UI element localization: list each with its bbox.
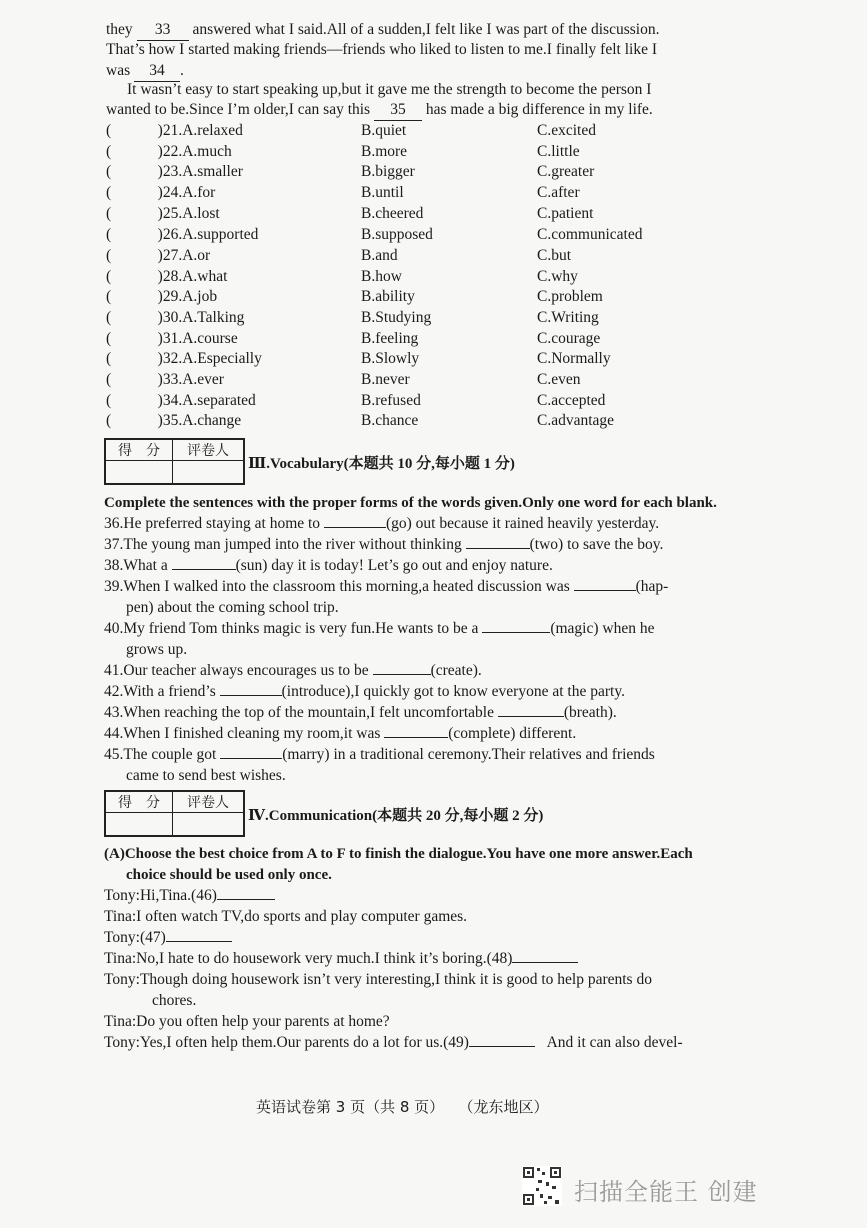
question-40: 40.My friend Tom thinks magic is very fun.He wants to be a (magic) when he <box>104 620 655 637</box>
dialogue-line-46: Tony:Hi,Tina.(46) <box>104 886 275 906</box>
choice-23-option-c[interactable]: C.greater <box>537 163 595 180</box>
question-38: 38.What a (sun) day it is today! Let’s go out and enjoy nature. <box>104 557 553 574</box>
dialogue-line-2: Tina:I often watch TV,do sports and play computer games. <box>104 908 468 925</box>
answer-blank-49[interactable] <box>469 1046 535 1047</box>
page-footer <box>256 1096 549 1117</box>
choice-26-option-c[interactable]: C.communicated <box>537 226 643 243</box>
choice-23-option-b[interactable]: B.bigger <box>361 163 415 180</box>
page-number: 英语试卷第 3 页（共 8 页） <box>256 1098 445 1116</box>
choice-31-option-c[interactable]: C.courage <box>537 330 601 347</box>
question-41: 41.Our teacher always encourages us to be (create). <box>104 662 482 679</box>
choice-28-option-b[interactable]: B.how <box>361 268 402 285</box>
question-39: 39.When I walked into the classroom this morning,a heated discussion was (hap- <box>104 578 669 595</box>
passage-line-2: That’s how I started making friends—friends who liked to listen to me.I finally felt like I <box>106 41 657 58</box>
question-42: 42.With a friend’s (introduce),I quickly got to know everyone at the party. <box>104 683 625 700</box>
blank-33: 33 <box>137 20 189 41</box>
answer-blank-47[interactable] <box>166 941 232 942</box>
choice-21-option-b[interactable]: B.quiet <box>361 122 407 139</box>
choice-27-option-b[interactable]: B.and <box>361 247 398 264</box>
answer-blank-36[interactable] <box>324 527 386 528</box>
score-cell[interactable] <box>106 813 173 836</box>
grader-cell[interactable] <box>173 461 244 484</box>
answer-blank-44[interactable] <box>384 737 448 738</box>
choice-31-option-a[interactable]: ( )31.A.course <box>106 330 238 347</box>
choice-33-option-b[interactable]: B.never <box>361 371 410 388</box>
qr-code-icon <box>522 1166 562 1206</box>
comm-instruction-2: choice should be used only once. <box>126 867 332 883</box>
choice-29-option-a[interactable]: ( )29.A.job <box>106 288 218 305</box>
choice-30-option-b[interactable]: B.Studying <box>361 309 432 326</box>
choice-26-option-b[interactable]: B.supposed <box>361 226 433 243</box>
choice-33-option-c[interactable]: C.even <box>537 371 581 388</box>
answer-blank-43[interactable] <box>498 716 564 717</box>
answer-blank-46[interactable] <box>217 899 275 900</box>
choice-21-option-c[interactable]: C.excited <box>537 122 596 139</box>
passage-line-4: It wasn’t easy to start speaking up,but it gave me the strength to become the person I <box>127 81 652 98</box>
choice-22-option-b[interactable]: B.more <box>361 143 408 160</box>
question-45: 45.The couple got (marry) in a traditional ceremony.Their relatives and friends <box>104 746 655 763</box>
answer-blank-38[interactable] <box>172 569 236 570</box>
passage-line-5: wanted to be.Since I’m older,I can say this 35 has made a big difference in my life. <box>106 100 653 121</box>
choice-25-option-c[interactable]: C.patient <box>537 205 594 222</box>
choice-26-option-a[interactable]: ( )26.A.supported <box>106 226 259 243</box>
blank-35: 35 <box>374 100 422 121</box>
answer-blank-41[interactable] <box>373 674 431 675</box>
section-communication-heading: Ⅳ.Communication(本题共 20 分,每小题 2 分) <box>248 808 544 824</box>
choice-32-option-a[interactable]: ( )32.A.Especially <box>106 350 262 367</box>
passage-line-1: they 33 answered what I said.All of a sudden,I felt like I was part of the discussion. <box>106 20 659 41</box>
choice-35-option-b[interactable]: B.chance <box>361 412 419 429</box>
choice-29-option-c[interactable]: C.problem <box>537 288 603 305</box>
question-45-cont: came to send best wishes. <box>126 767 286 784</box>
score-cell[interactable] <box>106 461 173 484</box>
question-39-cont: pen) about the coming school trip. <box>126 599 339 616</box>
passage-line-3: was 34 . <box>106 61 184 82</box>
answer-blank-45[interactable] <box>220 758 282 759</box>
blank-34: 34 <box>134 61 180 82</box>
choice-24-option-a[interactable]: ( )24.A.for <box>106 184 216 201</box>
dialogue-line-7: Tina:Do you often help your parents at home? <box>104 1013 390 1030</box>
choice-30-option-c[interactable]: C.Writing <box>537 309 599 326</box>
choice-24-option-c[interactable]: C.after <box>537 184 580 201</box>
choice-22-option-a[interactable]: ( )22.A.much <box>106 143 232 160</box>
comm-instruction-1: (A)Choose the best choice from A to F to finish the dialogue.You have one more answer.Each <box>104 846 693 862</box>
section-vocabulary-heading: Ⅲ.Vocabulary(本题共 10 分,每小题 1 分) <box>248 456 515 472</box>
score-label: 得 分 <box>106 440 173 461</box>
dialogue-line-6: chores. <box>152 992 197 1009</box>
choice-34-option-a[interactable]: ( )34.A.separated <box>106 392 256 409</box>
question-40-cont: grows up. <box>126 641 188 658</box>
choice-27-option-c[interactable]: C.but <box>537 247 572 264</box>
choice-28-option-c[interactable]: C.why <box>537 268 578 285</box>
question-44: 44.When I finished cleaning my room,it was (complete) different. <box>104 725 577 742</box>
choice-28-option-a[interactable]: ( )28.A.what <box>106 268 228 285</box>
dialogue-line-49: Tony:Yes,I often help them.Our parents do a lot for us.(49) And it can also devel- <box>104 1034 683 1051</box>
choice-31-option-b[interactable]: B.feeling <box>361 330 419 347</box>
choice-29-option-b[interactable]: B.ability <box>361 288 415 305</box>
choice-25-option-a[interactable]: ( )25.A.lost <box>106 205 220 222</box>
answer-blank-40[interactable] <box>482 632 550 633</box>
choice-27-option-a[interactable]: ( )27.A.or <box>106 247 211 264</box>
score-label: 得 分 <box>106 792 173 813</box>
question-36: 36.He preferred staying at home to (go) out because it rained heavily yesterday. <box>104 515 660 532</box>
choice-32-option-c[interactable]: C.Normally <box>537 350 611 367</box>
choice-25-option-b[interactable]: B.cheered <box>361 205 424 222</box>
question-37: 37.The young man jumped into the river without thinking (two) to save the boy. <box>104 536 664 553</box>
answer-blank-48[interactable] <box>512 962 578 963</box>
choice-33-option-a[interactable]: ( )33.A.ever <box>106 371 224 388</box>
dialogue-line-5: Tony:Though doing housework isn’t very interesting,I think it is good to help parents do <box>104 971 652 988</box>
choice-21-option-a[interactable]: ( )21.A.relaxed <box>106 122 243 139</box>
grader-label: 评卷人 <box>173 792 244 813</box>
score-box-communication <box>104 790 245 837</box>
region-label: （龙东地区） <box>458 1098 549 1116</box>
choice-32-option-b[interactable]: B.Slowly <box>361 350 420 367</box>
answer-blank-42[interactable] <box>220 695 282 696</box>
score-box-vocab <box>104 438 245 485</box>
choice-35-option-a[interactable]: ( )35.A.change <box>106 412 242 429</box>
choice-23-option-a[interactable]: ( )23.A.smaller <box>106 163 243 180</box>
choice-22-option-c[interactable]: C.little <box>537 143 580 160</box>
answer-blank-39[interactable] <box>574 590 636 591</box>
answer-blank-37[interactable] <box>466 548 530 549</box>
choice-34-option-c[interactable]: C.accepted <box>537 392 606 409</box>
dialogue-line-48: Tina:No,I hate to do housework very much.I think it’s boring.(48) <box>104 949 578 969</box>
choice-24-option-b[interactable]: B.until <box>361 184 404 201</box>
scanner-watermark: 扫描全能王 创建 <box>574 1178 758 1206</box>
choice-34-option-b[interactable]: B.refused <box>361 392 421 409</box>
dialogue-line-47: Tony:(47) <box>104 928 232 948</box>
choice-30-option-a[interactable]: ( )30.A.Talking <box>106 309 245 326</box>
choice-35-option-c[interactable]: C.advantage <box>537 412 615 429</box>
vocab-instruction: Complete the sentences with the proper forms of the words given.Only one word for each blank. <box>104 495 717 511</box>
question-43: 43.When reaching the top of the mountain,I felt uncomfortable (breath). <box>104 704 617 721</box>
grader-cell[interactable] <box>173 813 244 836</box>
grader-label: 评卷人 <box>173 440 244 461</box>
